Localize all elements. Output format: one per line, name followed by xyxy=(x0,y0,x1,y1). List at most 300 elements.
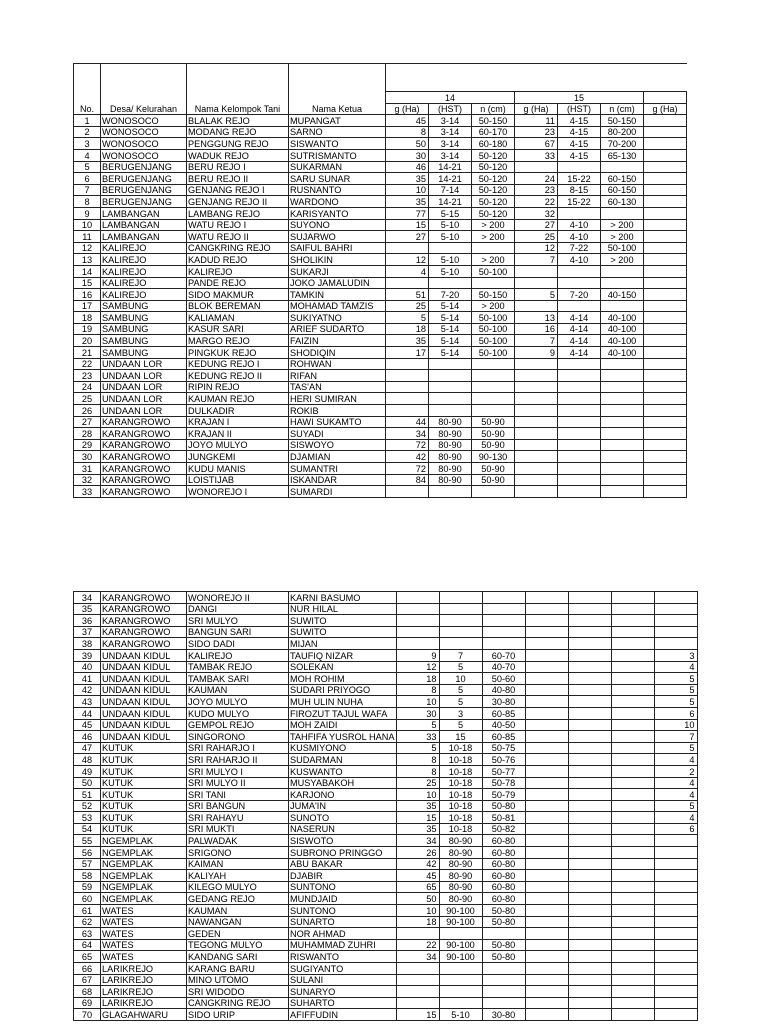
table-cell: 80-90 xyxy=(439,870,482,882)
table-cell xyxy=(611,649,654,661)
table-cell: 66 xyxy=(74,963,101,975)
table-cell xyxy=(568,905,611,917)
table-cell: TAUFIQ NIZAR xyxy=(289,649,397,661)
table-cell xyxy=(439,626,482,638)
table-cell: PINGKUK REJO xyxy=(187,347,289,359)
table-cell xyxy=(396,603,439,615)
table-cell xyxy=(644,277,687,289)
table-cell xyxy=(644,347,687,359)
table-cell xyxy=(568,893,611,905)
table-cell: 50-90 xyxy=(472,428,515,440)
table-cell xyxy=(472,358,515,370)
table-cell: 10-18 xyxy=(439,823,482,835)
table-cell: 26 xyxy=(74,405,101,417)
table-cell xyxy=(568,1009,611,1021)
table-cell: UNDAAN LOR xyxy=(101,405,187,417)
table-cell xyxy=(601,300,644,312)
table-cell: 15-22 xyxy=(558,173,601,185)
table-cell xyxy=(654,603,697,615)
table-cell xyxy=(568,719,611,731)
table-cell: SUTRISMANTO xyxy=(289,149,386,161)
table-cell: KANDANG SARI xyxy=(187,951,289,963)
table-cell: 11 xyxy=(515,115,558,127)
table-cell: 8 xyxy=(396,765,439,777)
table-cell xyxy=(396,615,439,627)
table-cell: 4-14 xyxy=(558,347,601,359)
table-cell: SISWANTO xyxy=(289,138,386,150)
table-cell: 9 xyxy=(74,207,101,219)
table-cell: 4-15 xyxy=(558,149,601,161)
table-cell: CANGKRING REJO xyxy=(187,997,289,1009)
table-cell: 30-80 xyxy=(482,1009,525,1021)
table-cell xyxy=(601,486,644,498)
table-cell xyxy=(568,881,611,893)
table-cell: 45 xyxy=(386,115,429,127)
table-cell: TAMKIN xyxy=(289,289,386,301)
table-cell xyxy=(568,951,611,963)
table-cell: KARANGROWO xyxy=(101,626,187,638)
table-cell xyxy=(525,754,568,766)
table-cell xyxy=(525,870,568,882)
table-cell: 50-80 xyxy=(482,905,525,917)
table-cell xyxy=(644,335,687,347)
table-cell: GEDEN xyxy=(187,928,289,940)
table-cell: GEDANG REJO xyxy=(187,893,289,905)
table-cell xyxy=(482,592,525,604)
table-cell: 5 xyxy=(654,684,697,696)
table-cell xyxy=(611,719,654,731)
table-cell xyxy=(525,684,568,696)
table-cell: 10-18 xyxy=(439,742,482,754)
table-cell: 5-10 xyxy=(429,265,472,277)
table-cell: 10 xyxy=(386,184,429,196)
table-cell: KUTUK xyxy=(101,789,187,801)
table-row xyxy=(74,428,687,440)
table-cell: 34 xyxy=(396,835,439,847)
table-cell xyxy=(611,928,654,940)
table-cell xyxy=(601,161,644,173)
table-cell: 25 xyxy=(396,777,439,789)
table-cell: SRI MULYO II xyxy=(187,777,289,789)
table-cell: MUH ULIN NUHA xyxy=(289,696,397,708)
table-cell xyxy=(611,812,654,824)
table-cell: 40-50 xyxy=(482,719,525,731)
table-cell: KADUD REJO xyxy=(187,254,289,266)
table-cell: 16 xyxy=(515,323,558,335)
table-cell xyxy=(515,161,558,173)
table-cell: CANGKRING REJO xyxy=(187,242,289,254)
table-cell: NGEMPLAK xyxy=(101,881,187,893)
table-cell xyxy=(525,939,568,951)
table-cell: WONOSOCO xyxy=(101,115,187,127)
table-cell: 80-200 xyxy=(601,126,644,138)
table-cell: KARANGROWO xyxy=(101,439,187,451)
table-cell: 9 xyxy=(515,347,558,359)
table-cell: 14-21 xyxy=(429,173,472,185)
table-cell xyxy=(525,893,568,905)
table-cell: KRAJAN II xyxy=(187,428,289,440)
table-cell xyxy=(439,963,482,975)
table-cell xyxy=(525,835,568,847)
table-cell: 40-80 xyxy=(482,684,525,696)
table-cell: KUTUK xyxy=(101,742,187,754)
table-cell xyxy=(558,277,601,289)
table-cell: 70 xyxy=(74,1009,101,1021)
table-cell: JOKO JAMALUDIN xyxy=(289,277,386,289)
table-cell: 68 xyxy=(74,986,101,998)
table-cell: 22 xyxy=(74,358,101,370)
table-row xyxy=(74,451,687,463)
table-cell: 60-80 xyxy=(482,847,525,859)
table-cell: SARNO xyxy=(289,126,386,138)
table-cell: 56 xyxy=(74,847,101,859)
table-cell xyxy=(515,358,558,370)
table-cell: 33 xyxy=(396,731,439,743)
table-cell: SRI RAHARJO II xyxy=(187,754,289,766)
table-cell xyxy=(611,997,654,1009)
table-cell: 65-130 xyxy=(601,149,644,161)
table-cell: 72 xyxy=(386,439,429,451)
table-cell: KARANGROWO xyxy=(101,451,187,463)
table-cell xyxy=(429,358,472,370)
table-cell: KUTUK xyxy=(101,754,187,766)
table-cell: 34 xyxy=(396,951,439,963)
table-row xyxy=(74,323,687,335)
table-cell xyxy=(654,881,697,893)
table-cell: 55 xyxy=(74,835,101,847)
table-cell: SRI WIDODO xyxy=(187,986,289,998)
table-cell: 60-80 xyxy=(482,835,525,847)
table-cell xyxy=(482,997,525,1009)
table-cell: 50-77 xyxy=(482,765,525,777)
table-cell: 58 xyxy=(74,870,101,882)
table-cell xyxy=(654,835,697,847)
table-cell: 17 xyxy=(386,347,429,359)
table-cell xyxy=(525,997,568,1009)
table-row xyxy=(74,939,698,951)
table-cell: BERUGENJANG xyxy=(101,196,187,208)
table-cell xyxy=(611,603,654,615)
table-cell: RIPIN REJO xyxy=(187,381,289,393)
table-cell xyxy=(386,393,429,405)
table-cell: 47 xyxy=(74,742,101,754)
table-cell: 40-70 xyxy=(482,661,525,673)
table-cell: 25 xyxy=(515,231,558,243)
table-cell xyxy=(396,986,439,998)
table-cell xyxy=(396,592,439,604)
table-cell: SIDO MAKMUR xyxy=(187,289,289,301)
table-cell xyxy=(644,126,687,138)
table-row xyxy=(74,823,698,835)
table-cell xyxy=(611,905,654,917)
table-cell xyxy=(439,928,482,940)
table-cell xyxy=(396,963,439,975)
table-cell xyxy=(525,858,568,870)
table-cell: 6 xyxy=(74,173,101,185)
table-cell: 5 xyxy=(654,696,697,708)
table-cell: 12 xyxy=(74,242,101,254)
table-cell: 38 xyxy=(74,638,101,650)
table-row xyxy=(74,592,698,604)
table-cell: 42 xyxy=(386,451,429,463)
header-kelompok: Nama Kelompok Tani xyxy=(187,64,289,115)
table-cell: 23 xyxy=(515,184,558,196)
table-cell: 44 xyxy=(386,416,429,428)
table-cell: 60-150 xyxy=(601,173,644,185)
table-cell: 42 xyxy=(74,684,101,696)
table-cell: PENGGUNG REJO xyxy=(187,138,289,150)
table-cell: 35 xyxy=(396,823,439,835)
table-cell: 7 xyxy=(74,184,101,196)
table-cell: 30 xyxy=(396,707,439,719)
table-cell: 10 xyxy=(74,219,101,231)
table-cell: 10 xyxy=(396,789,439,801)
table-cell xyxy=(611,742,654,754)
table-cell xyxy=(611,765,654,777)
table-cell xyxy=(654,905,697,917)
header-desa: Desa/ Kelurahan xyxy=(101,64,187,115)
table-cell: 7-20 xyxy=(558,289,601,301)
table-cell: NASERUN xyxy=(289,823,397,835)
table-cell xyxy=(644,323,687,335)
table-cell xyxy=(644,416,687,428)
table-cell: UNDAAN KIDUL xyxy=(101,661,187,673)
table-cell xyxy=(611,881,654,893)
table-cell: 50-60 xyxy=(482,673,525,685)
header-no: No. xyxy=(74,64,101,115)
table-cell xyxy=(525,916,568,928)
table-cell: KALIREJO xyxy=(101,289,187,301)
table-cell: 35 xyxy=(386,335,429,347)
table-cell: 5 xyxy=(654,673,697,685)
table-cell: 60-85 xyxy=(482,731,525,743)
table-cell: BERUGENJANG xyxy=(101,184,187,196)
table-row xyxy=(74,486,687,498)
table-cell xyxy=(482,963,525,975)
table-cell xyxy=(525,812,568,824)
table-cell: KARANGROWO xyxy=(101,638,187,650)
table-cell: 50-90 xyxy=(472,463,515,475)
table-cell: WATU REJO II xyxy=(187,231,289,243)
table-cell: 50-120 xyxy=(472,173,515,185)
table-cell: 50-150 xyxy=(472,115,515,127)
table-cell xyxy=(654,638,697,650)
table-cell: > 200 xyxy=(472,231,515,243)
table-cell xyxy=(558,428,601,440)
table-cell: 50-81 xyxy=(482,812,525,824)
table-row xyxy=(74,149,687,161)
table-cell xyxy=(525,777,568,789)
table-cell: 21 xyxy=(74,347,101,359)
table-cell: RIFAN xyxy=(289,370,386,382)
table-cell: 4 xyxy=(654,754,697,766)
table-row xyxy=(74,986,698,998)
table-cell xyxy=(611,696,654,708)
table-cell xyxy=(558,486,601,498)
table-cell xyxy=(482,986,525,998)
table-cell xyxy=(654,626,697,638)
table-cell xyxy=(568,870,611,882)
table-row xyxy=(74,835,698,847)
table-cell: KUSWANTO xyxy=(289,765,397,777)
table-cell: 18 xyxy=(386,323,429,335)
table-cell: GEMPOL REJO xyxy=(187,719,289,731)
table-cell xyxy=(601,265,644,277)
table-cell xyxy=(568,638,611,650)
table-cell: 3 xyxy=(439,707,482,719)
table-cell xyxy=(386,277,429,289)
table-cell: 80-90 xyxy=(439,835,482,847)
table-cell: NUR HILAL xyxy=(289,603,397,615)
table-cell: MUNDJAID xyxy=(289,893,397,905)
table-cell: 50-76 xyxy=(482,754,525,766)
table-row xyxy=(74,265,687,277)
table-cell xyxy=(525,661,568,673)
table-cell: 32 xyxy=(515,207,558,219)
table-cell: MINO UTOMO xyxy=(187,974,289,986)
table-cell xyxy=(644,115,687,127)
table-cell: SAMBUNG xyxy=(101,312,187,324)
table-cell: 3 xyxy=(74,138,101,150)
table-cell: 10 xyxy=(654,719,697,731)
table-cell: 30 xyxy=(386,149,429,161)
table-cell: 19 xyxy=(74,323,101,335)
table-cell: NOR AHMAD xyxy=(289,928,397,940)
table-row xyxy=(74,615,698,627)
table-cell xyxy=(601,381,644,393)
table-cell: SIDO DADI xyxy=(187,638,289,650)
table-cell xyxy=(525,928,568,940)
header-group-14: 14 xyxy=(386,92,515,104)
table-row xyxy=(74,381,687,393)
table-cell: 35 xyxy=(386,173,429,185)
table-row xyxy=(74,997,698,1009)
table-cell: 60-70 xyxy=(482,649,525,661)
table-cell xyxy=(558,451,601,463)
table-cell: 4-14 xyxy=(558,335,601,347)
table-cell: 5-10 xyxy=(429,254,472,266)
table-row xyxy=(74,474,687,486)
table-cell xyxy=(515,451,558,463)
table-cell: NGEMPLAK xyxy=(101,847,187,859)
table-cell: 28 xyxy=(74,428,101,440)
table-cell: SUNARYO xyxy=(289,986,397,998)
table-row xyxy=(74,173,687,185)
table-cell xyxy=(654,928,697,940)
table-cell xyxy=(654,870,697,882)
table-cell xyxy=(601,370,644,382)
table-cell: TAHFIFA YUSROL HANA xyxy=(290,731,395,742)
table-cell: 35 xyxy=(396,800,439,812)
table-cell: 50-90 xyxy=(472,416,515,428)
table-cell: 80-90 xyxy=(429,428,472,440)
table-cell: 50-120 xyxy=(472,184,515,196)
table-cell xyxy=(515,486,558,498)
table-cell: DJABIR xyxy=(289,870,397,882)
table-cell xyxy=(558,474,601,486)
table-cell: SUYADI xyxy=(289,428,386,440)
table-cell: KEDUNG REJO I xyxy=(187,358,289,370)
table-cell: WARDONO xyxy=(289,196,386,208)
table-cell: BERU REJO I xyxy=(187,161,289,173)
table-cell xyxy=(525,951,568,963)
table-cell: 60-130 xyxy=(601,196,644,208)
table-cell: 4-14 xyxy=(558,312,601,324)
table-cell: 5-14 xyxy=(429,347,472,359)
table-cell: SUNTONO xyxy=(289,881,397,893)
table-cell: BLALAK REJO xyxy=(187,115,289,127)
table-cell: MIJAN xyxy=(289,638,397,650)
table-cell: 24 xyxy=(74,381,101,393)
table-cell: 10-18 xyxy=(439,789,482,801)
table-cell xyxy=(472,277,515,289)
table-cell: UNDAAN KIDUL xyxy=(101,684,187,696)
table-row xyxy=(74,731,698,743)
table-cell xyxy=(568,939,611,951)
table-cell xyxy=(525,765,568,777)
table-row xyxy=(74,626,698,638)
table-cell xyxy=(644,474,687,486)
table-cell: 26 xyxy=(396,847,439,859)
table-cell: 15 xyxy=(396,1009,439,1021)
table-cell xyxy=(568,661,611,673)
table-cell: 7-20 xyxy=(429,289,472,301)
table-cell: > 200 xyxy=(472,219,515,231)
table-cell: LARIKREJO xyxy=(101,997,187,1009)
table-row xyxy=(74,277,687,289)
table-row xyxy=(74,1009,698,1021)
table-cell: 72 xyxy=(386,463,429,475)
table-cell xyxy=(601,358,644,370)
table-cell xyxy=(558,370,601,382)
table-cell: SUNTONO xyxy=(289,905,397,917)
table-cell: 29 xyxy=(74,439,101,451)
table-cell: 4 xyxy=(386,265,429,277)
table-cell: 4 xyxy=(654,661,697,673)
table-cell xyxy=(568,916,611,928)
table-cell: KAUMAN REJO xyxy=(187,393,289,405)
table-cell: UNDAAN KIDUL xyxy=(101,707,187,719)
table-cell xyxy=(644,463,687,475)
table-cell: 5 xyxy=(396,742,439,754)
table-cell xyxy=(654,986,697,998)
table-cell: KILEGO MULYO xyxy=(187,881,289,893)
table-cell: UNDAAN KIDUL xyxy=(101,649,187,661)
table-cell xyxy=(558,265,601,277)
table-cell xyxy=(472,393,515,405)
table-cell: TEGONG MULYO xyxy=(187,939,289,951)
table-row xyxy=(74,358,687,370)
table-cell: 27 xyxy=(74,416,101,428)
table-cell: 2 xyxy=(654,765,697,777)
table-cell: KALIYAH xyxy=(187,870,289,882)
table-cell: WONOREJO II xyxy=(187,592,289,604)
table-cell xyxy=(515,265,558,277)
table-cell: 5 xyxy=(386,312,429,324)
table-cell: WATES xyxy=(101,928,187,940)
table-cell: SUDARI PRIYOGO xyxy=(289,684,397,696)
table-cell: 12 xyxy=(515,242,558,254)
table-cell xyxy=(482,638,525,650)
table-cell xyxy=(429,370,472,382)
table-cell: KRAJAN I xyxy=(187,416,289,428)
table-cell xyxy=(644,242,687,254)
table-cell: NGEMPLAK xyxy=(101,835,187,847)
table-cell: 4 xyxy=(654,812,697,824)
table-cell: KUTUK xyxy=(101,777,187,789)
table-cell: SAMBUNG xyxy=(101,347,187,359)
table-cell: 23 xyxy=(74,370,101,382)
